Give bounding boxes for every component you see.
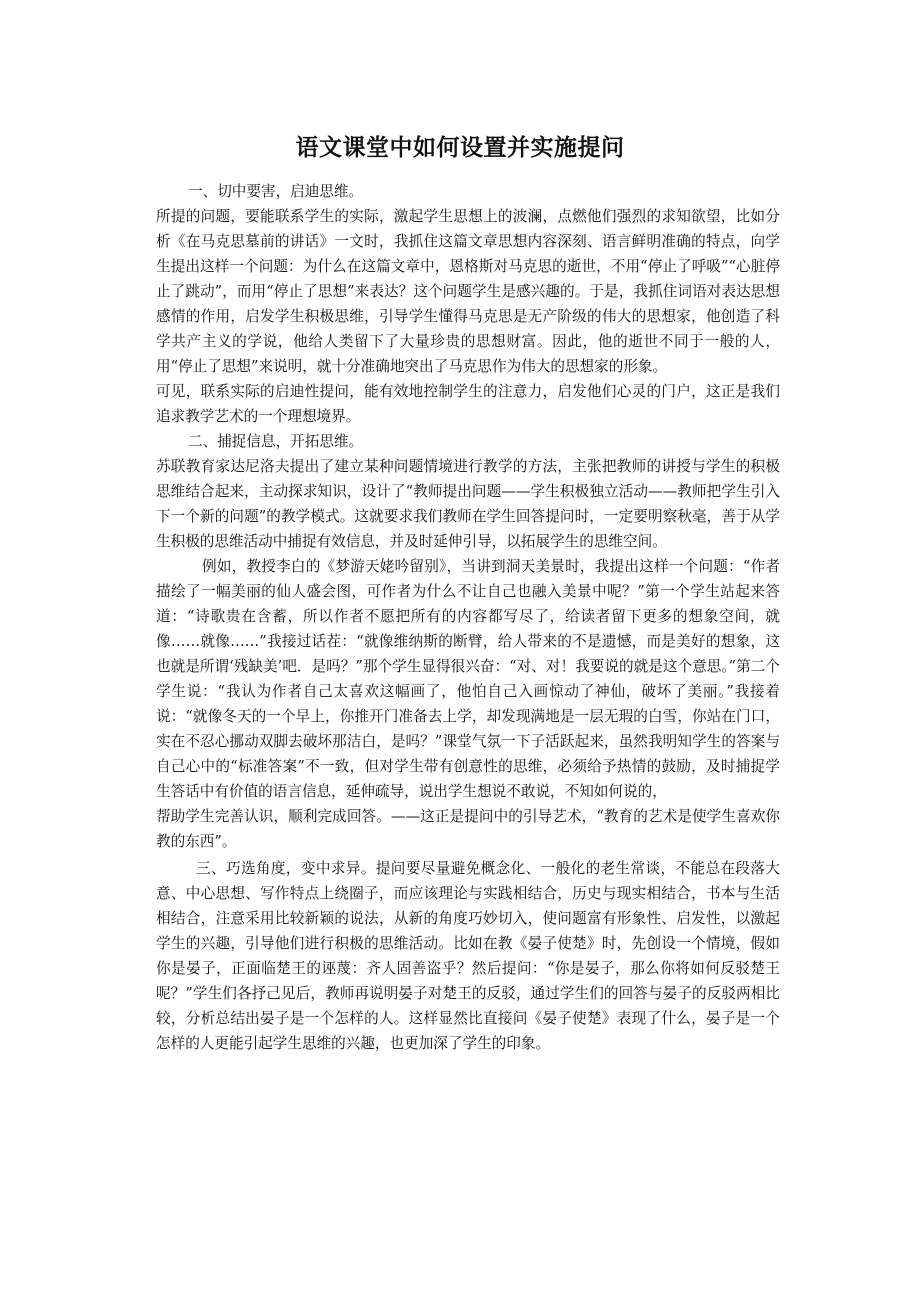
body-paragraph: 可见，联系实际的启迪性提问，能有效地控制学生的注意力，启发他们心灵的门户，这正是我们追求教学艺术的一个理想境界。 bbox=[156, 383, 780, 425]
body-paragraph: 例如，教授李白的《梦游天姥吟留别》，当讲到洞天美景时，我提出这样一个问题：“作者描绘了一幅美丽的仙人盛会图，可作者为什么不让自己也融入美景中呢？”第一个学生站起来答道：“诗歌贵在含蓄，所以作者不愿把所有的内容都写尽了，给读者留下更多的想象空间，就像……就像……”我接过话茬：“就像维纳斯的断臂，给人带来的不是遗憾，而是美好的想象，这也就是所谓‘残缺美’吧．是吗？”那个学生显得很兴奋：“对、对！我要说的就是这个意思。”第二个学生说：“我认为作者自己太喜欢这幅画了，他怕自己入画惊动了神仙，破坏了美丽。”我接着说：“就像冬天的一个早上，你推开门准备去上学，却发现满地是一层无瑕的白雪，你站在门口，实在不忍心挪动双脚去破坏那洁白，是吗？”课堂气氛一下子活跃起来，虽然我明知学生的答案与自己心中的“标准答案”不一致，但对学生带有创意性的思维，必须给予热情的鼓励，及时捕捉学生答话中有价值的语言信息，延伸疏导，说出学生想说不敢说，不知如何说的， bbox=[156, 558, 780, 800]
body-paragraph: 帮助学生完善认识，顺利完成回答。——这正是提问中的引导艺术，“教育的艺术是使学生喜欢你教的东西”。 bbox=[156, 808, 780, 850]
section-heading-1: 一、切中要害，启迪思维。 bbox=[188, 183, 364, 200]
section-3-paragraph: 三、巧选角度，变中求异。提问要尽量避免概念化、一般化的老生常谈，不能总在段落大意、中心思想、写作特点上绕圈子，而应该理论与实践相结合，历史与现实相结合，书本与生活相结合，注意采用比较新颖的说法，从新的角度巧妙切入，使问题富有形象性、启发性，以激起学生的兴趣，引导他们进行积极的思维活动。比如在教《晏子使楚》时，先创设一个情境，假如你是晏子，正面临楚王的诬蔑：齐人固善盗乎？然后提问：“你是晏子，那么你将如何反驳楚王呢？”学生们各抒己见后，教师再说明晏子对楚王的反驳，通过学生们的回答与晏子的反驳两相比较，分析总结出晏子是一个怎样的人。这样显然比直接问《晏子使楚》表现了什么，晏子是一个怎样的人更能引起学生思维的兴趣，也更加深了学生的印象。 bbox=[156, 860, 780, 1052]
body-paragraph: 所提的问题，要能联系学生的实际，激起学生思想上的波澜，点燃他们强烈的求知欲望，比如分析《在马克思墓前的讲话》一文时，我抓住这篇文章思想内容深刻、语言鲜明准确的特点，向学生提出这样一个问题：为什么在这篇文章中，恩格斯对马克思的逝世，不用“停止了呼吸”“心脏停止了跳动”，而用“停止了思想”来表达？这个问题学生是感兴趣的。于是，我抓住词语对表达思想感情的作用，启发学生积极思维，引导学生懂得马克思是无产阶级的伟大的思想家，他创造了科学共产主义的学说，他给人类留下了大量珍贵的思想财富。因此，他的逝世不同于一般的人，用“停止了思想”来说明，就十分准确地突出了马克思作为伟大的思想家的形象。 bbox=[156, 208, 780, 375]
body-paragraph: 苏联教育家达尼洛夫提出了建立某种问题情境进行教学的方法，主张把教师的讲授与学生的积极思维结合起来，主动探求知识，设计了“教师提出问题——学生积极独立活动——教师把学生引入下一个新的问题”的教学模式。这就要求我们教师在学生回答提问时，一定要明察秋毫，善于从学生积极的思维活动中捕捉有效信息，并及时延伸引导，以拓展学生的思维空间。 bbox=[156, 458, 780, 550]
section-heading-2: 二、捕捉信息，开拓思维。 bbox=[188, 433, 364, 450]
document-body bbox=[156, 179, 780, 1056]
document-title: 语文课堂中如何设置并实施提问 bbox=[295, 134, 625, 161]
